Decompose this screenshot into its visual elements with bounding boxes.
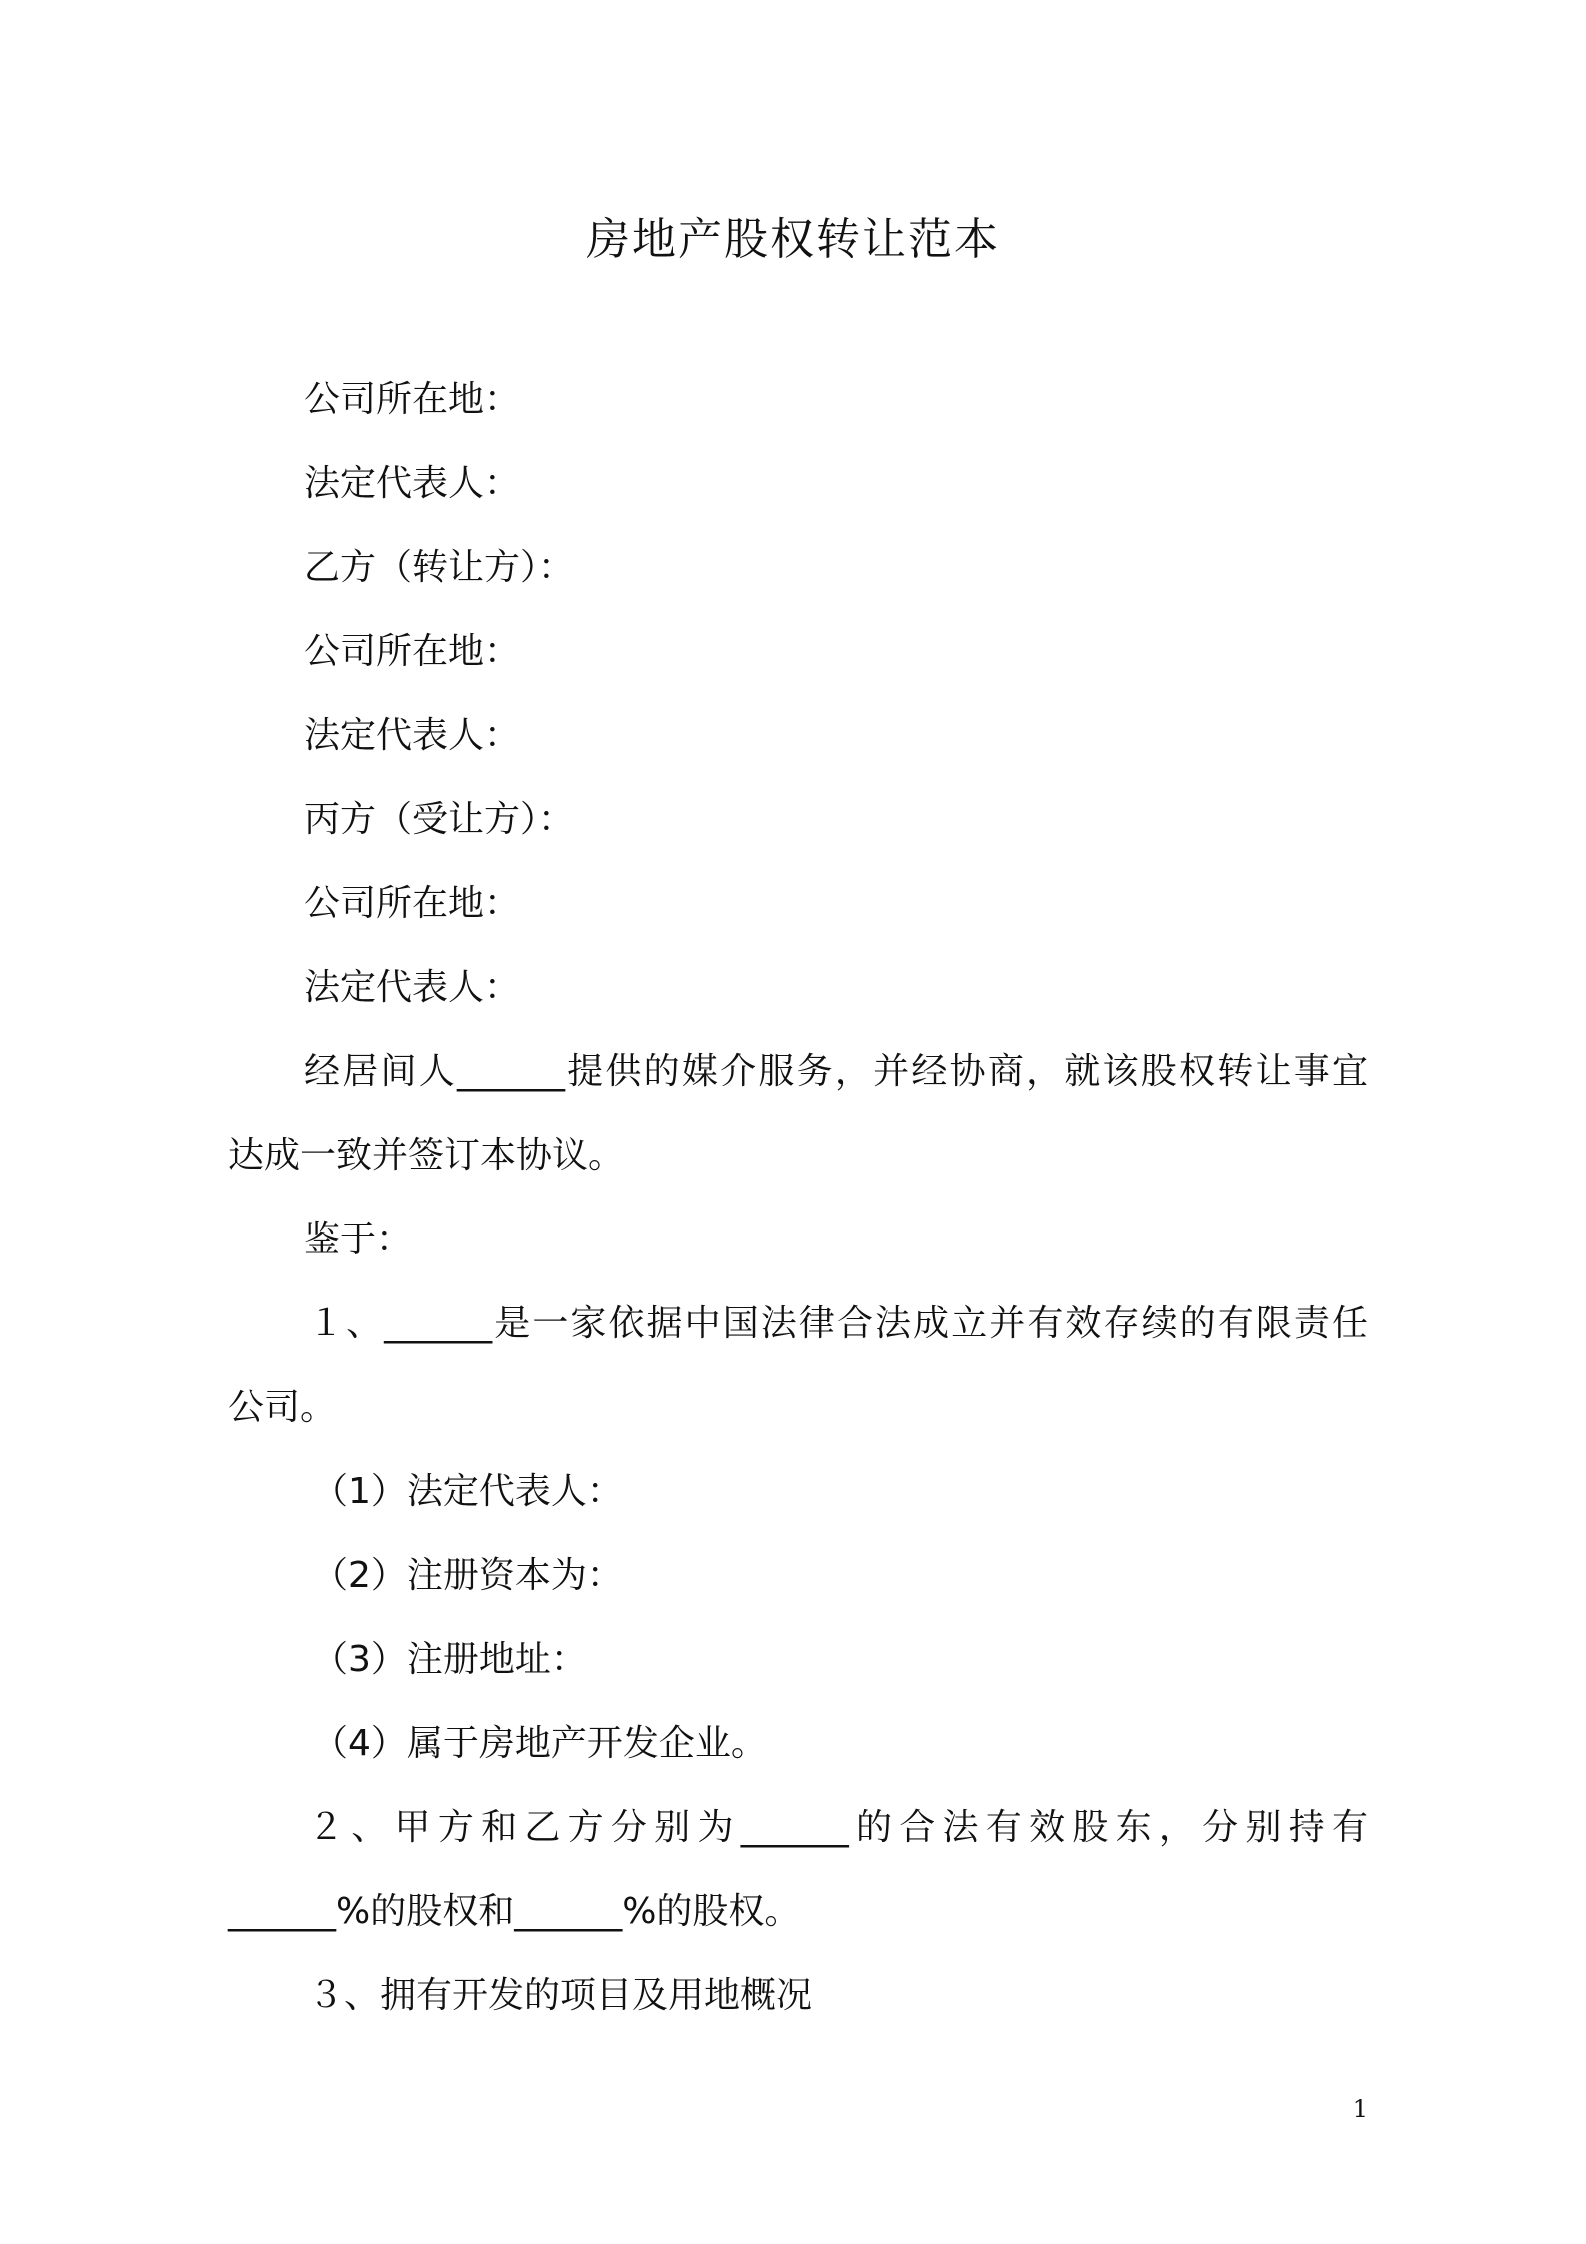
clause-1-sub-4: （4）属于房地产开发企业。: [312, 1723, 767, 1764]
clause-1-line-2: 公司。: [228, 1387, 337, 1428]
clause-3: ３、拥有开发的项目及用地概况: [308, 1975, 813, 2016]
party-c-address: 公司所在地：: [304, 883, 521, 924]
party-b-heading: 乙方（转让方）：: [304, 547, 575, 588]
document-title: 房地产股权转让范本: [586, 214, 1000, 265]
party-c-representative: 法定代表人：: [304, 967, 521, 1008]
page-number: 1: [1352, 2095, 1368, 2123]
intro-paragraph-line-2: 达成一致并签订本协议。: [228, 1135, 625, 1176]
party-a-representative: 法定代表人：: [304, 463, 521, 504]
party-b-address: 公司所在地：: [304, 631, 521, 672]
clause-1-sub-2: （2）注册资本为：: [312, 1555, 623, 1596]
party-a-address: 公司所在地：: [304, 379, 521, 420]
clause-2-line-2: ______%的股权和______%的股权。: [228, 1891, 801, 1932]
party-b-representative: 法定代表人：: [304, 715, 521, 756]
party-c-heading: 丙方（受让方）：: [304, 799, 575, 840]
clause-1-sub-1: （1）法定代表人：: [312, 1471, 623, 1512]
clause-2-line-1: ２、甲方和乙方分别为______的合法有效股东，分别持有: [308, 1807, 1368, 1848]
intro-paragraph-line-1: 经居间人______提供的媒介服务，并经协商，就该股权转让事宜: [304, 1051, 1368, 1092]
clause-1-line-1: １、______是一家依据中国法律合法成立并有效存续的有限责任: [308, 1303, 1368, 1344]
document-body: [228, 358, 1368, 2038]
whereas-heading: 鉴于：: [304, 1219, 413, 1260]
clause-1-sub-3: （3）注册地址：: [312, 1639, 587, 1680]
